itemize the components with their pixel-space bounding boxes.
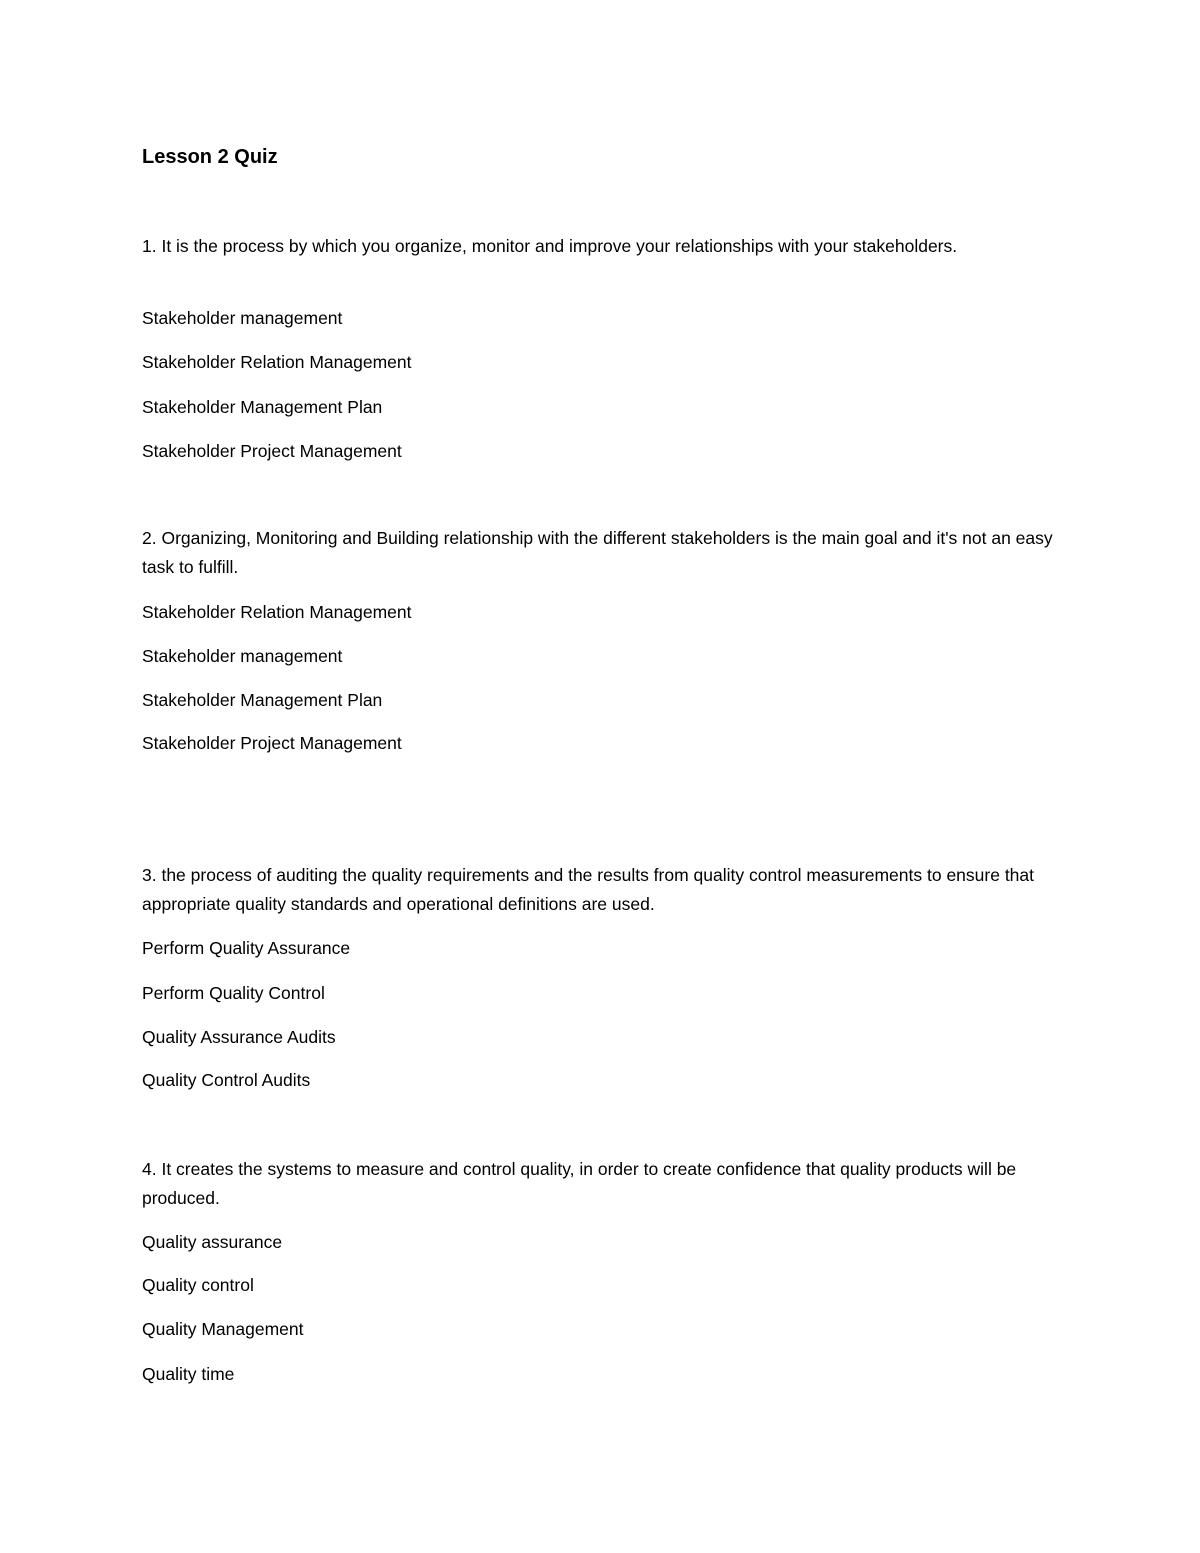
question-3-option-3: Quality Assurance Audits	[142, 1027, 336, 1047]
question-4-option-1: Quality assurance	[142, 1232, 283, 1252]
question-3-text: 3. the process of auditing the quality requirements and the results from quality control measurements to ensure that appropriate quality standards and operational definitions are used.	[142, 865, 1035, 914]
page-title: Lesson 2 Quiz	[142, 146, 278, 168]
question-2-option-1: Stakeholder Relation Management	[142, 602, 412, 622]
question-3-option-2: Perform Quality Control	[142, 983, 325, 1003]
question-1-option-3: Stakeholder Management Plan	[142, 397, 383, 417]
question-1-option-4: Stakeholder Project Management	[142, 441, 402, 461]
question-4-text: 4. It creates the systems to measure and control quality, in order to create confidence that quality products will be produced.	[142, 1159, 1017, 1208]
question-1-text: 1. It is the process by which you organize, monitor and improve your relationships with your stakeholders.	[142, 236, 958, 256]
question-1-option-2: Stakeholder Relation Management	[142, 352, 412, 372]
question-4-option-4: Quality time	[142, 1364, 235, 1384]
question-3-option-1: Perform Quality Assurance	[142, 938, 351, 958]
question-1-option-1: Stakeholder management	[142, 308, 343, 328]
question-2-text: 2. Organizing, Monitoring and Building relationship with the different stakeholders is the main goal and it's not an easy task to fulfill.	[142, 528, 1053, 577]
question-2-option-4: Stakeholder Project Management	[142, 733, 402, 753]
question-4-option-2: Quality control	[142, 1275, 254, 1295]
question-2-option-2: Stakeholder management	[142, 646, 343, 666]
question-4-option-3: Quality Management	[142, 1319, 304, 1339]
question-3-option-4: Quality Control Audits	[142, 1070, 311, 1090]
question-2-option-3: Stakeholder Management Plan	[142, 690, 383, 710]
